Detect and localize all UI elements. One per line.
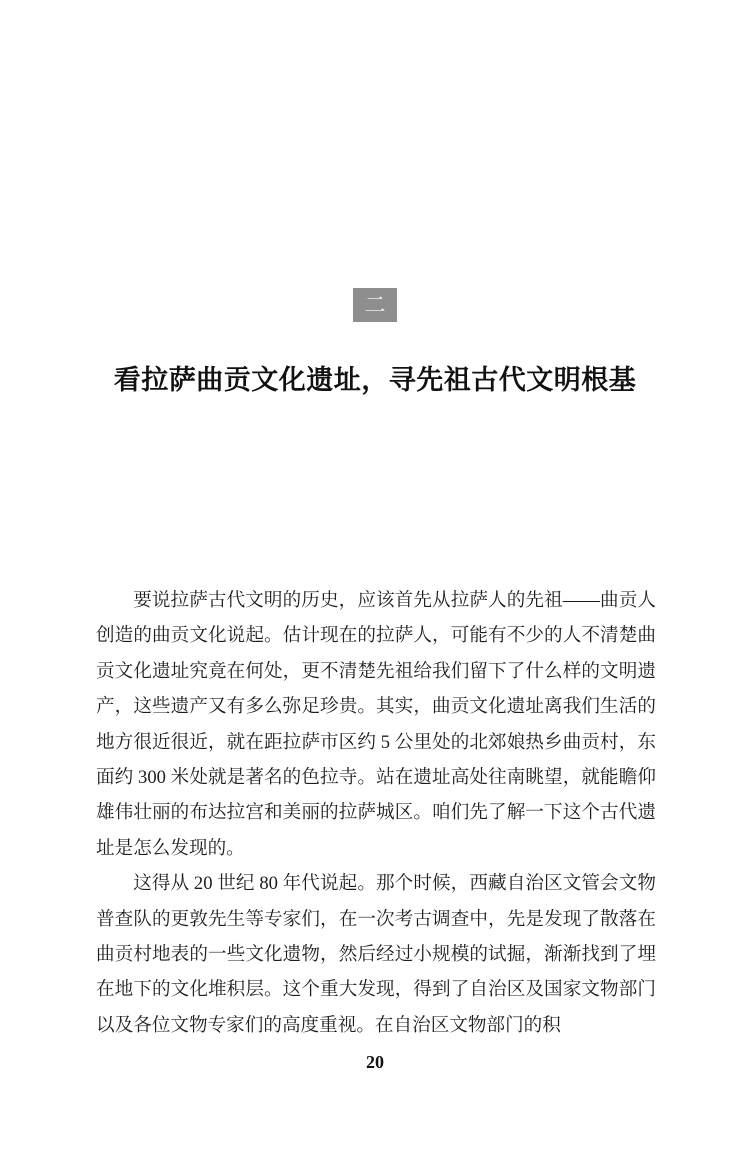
paragraph-2: 这得从 20 世纪 80 年代说起。那个时候，西藏自治区文管会文物普查队的更敦先生等专家们，在一次考古调查中，先是发现了散落在曲贡村地表的一些文化遗物，然后经过小规模的试掘，渐渐找到了埋在地下的文化堆积层。这个重大发现，得到了自治区及国家文物部门以及各位文物专家们的高度重视。在自治区文物部门的积 <box>96 873 656 1036</box>
paragraph-1: 要说拉萨古代文明的历史，应该首先从拉萨人的先祖——曲贡人创造的曲贡文化说起。估计现在的拉萨人，可能有不少的人不清楚曲贡文化遗址究竟在何处，更不清楚先祖给我们留下了什么样的文明遗产，这些遗产又有多么弥足珍贵。其实，曲贡文化遗址离我们生活的地方很近很近，就在距拉萨市区约 5 公里处的北郊娘热乡曲贡村，东面约 300 米处就是著名的色拉寺。站在遗址高处往南眺望，就能瞻仰雄伟壮丽的布达拉宫和美丽的拉萨城区。咱们先了解一下这个古代遗址是怎么发现的。 <box>96 590 656 859</box>
chapter-title: 看拉萨曲贡文化遗址，寻先祖古代文明根基 <box>113 365 637 396</box>
chapter-number-badge: 二 <box>353 288 397 322</box>
chapter-marker <box>0 288 750 322</box>
page-number: 20 <box>366 1052 384 1072</box>
body-text <box>96 583 656 1043</box>
